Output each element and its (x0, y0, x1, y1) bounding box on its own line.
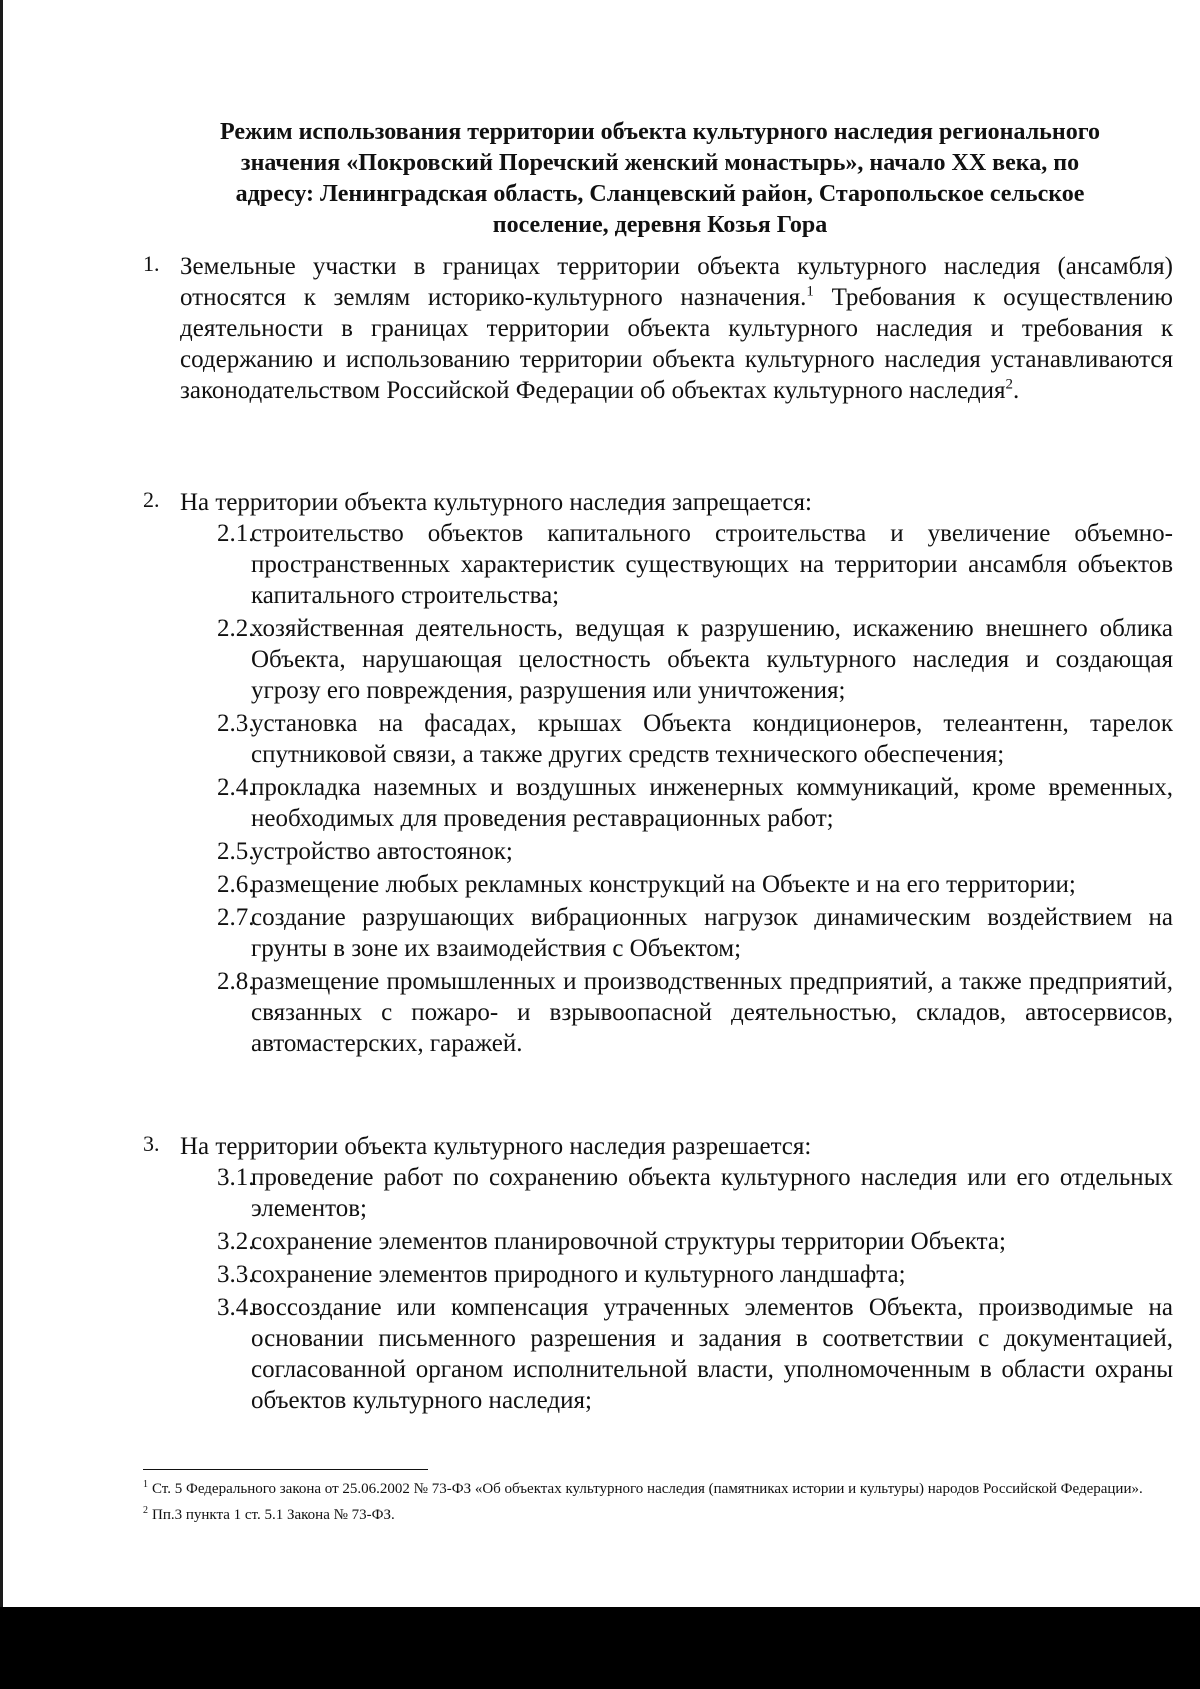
item-number: 1. (143, 251, 160, 276)
sub-item-number: 3.2. (217, 1228, 255, 1255)
sub-item-number: 2.8. (217, 968, 255, 995)
item-heading: На территории объекта культурного наследия запрещается: (180, 489, 812, 516)
sub-item-number: 2.7. (217, 904, 255, 931)
sub-item-text: установка на фасадах, крышах Объекта кондиционеров, телеантенн, тарелок спутниковой связи, а также других средств технического обеспечения; (251, 710, 1173, 768)
sub-item-number: 3.4. (217, 1294, 255, 1321)
footnote-marker: 1 (143, 1479, 148, 1490)
sub-item-text: воссоздание или компенсация утраченных элементов Объекта, производимые на основании письменного разрешения и задания в соответствии с документацией, согласованной органом исполнительной власти, уполномоченным в области охраны объектов культурного наследия; (251, 1294, 1173, 1414)
item-text-part: Земельные участки в границах территории объекта культурного наследия (ансамбля) относятся к землям историко-культурного назначения. (180, 253, 1173, 311)
sub-item-text: проведение работ по сохранению объекта культурного наследия или его отдельных элементов; (251, 1164, 1173, 1222)
sub-item-number: 2.4. (217, 774, 255, 801)
sub-item-text: создание разрушающих вибрационных нагрузок динамическим воздействием на грунты в зоне их взаимодействия с Объектом; (251, 904, 1173, 962)
list-item-3 (143, 1131, 1173, 1418)
sub-item-text: строительство объектов капитального строительства и увеличение объемно-пространственных характеристик существующих на территории ансамбля объектов капитального строительства; (251, 520, 1173, 609)
footnote-ref-2: 2 (1005, 376, 1013, 393)
sub-item (217, 836, 1173, 867)
sub-item-number: 3.1. (217, 1164, 255, 1191)
sub-item-number: 3.3. (217, 1261, 255, 1288)
sub-item-text: размещение любых рекламных конструкций на Объекте и на его территории; (251, 871, 1076, 898)
sub-item-text: хозяйственная деятельность, ведущая к разрушению, искажению внешнего облика Объекта, нарушающая целостность объекта культурного наследия и создающая угрозу его повреждения, разрушения или уничтожения; (251, 615, 1173, 704)
list-item-2 (143, 487, 1173, 1061)
sub-item-number: 2.6. (217, 871, 255, 898)
footnote-marker: 2 (143, 1505, 148, 1516)
sub-item (217, 708, 1173, 770)
footnote-separator (143, 1469, 428, 1470)
sub-item-number: 2.1. (217, 520, 255, 547)
scan-left-edge (0, 0, 3, 1607)
title-line: поселение, деревня Козья Гора (492, 212, 828, 238)
item-text-part: . (1012, 377, 1020, 404)
sub-item-number: 2.5. (217, 838, 255, 865)
footnote-text: Ст. 5 Федерального закона от 25.06.2002 № 73-ФЗ «Об объектах культурного наследия (памятниках истории и культуры) народов Российской Федерации». (152, 1481, 1143, 1497)
sub-item-number: 2.3. (217, 710, 255, 737)
title-line: значения «Покровский Поречский женский монастырь», начало XX века, по (240, 150, 1080, 176)
sub-item (217, 1259, 1173, 1290)
sub-item (217, 772, 1173, 834)
item-text-part: Требования к осуществлению деятельности в границах территории объекта культурного наследия и требования к содержанию и использованию территории объекта культурного наследия устанавливаются законодательством Российской Федерации об объектах культурного наследия (180, 284, 1173, 404)
sub-item (217, 1292, 1173, 1416)
sub-item (217, 902, 1173, 964)
sub-item-number: 2.2. (217, 615, 255, 642)
sub-item-text: сохранение элементов природного и культурного ландшафта; (251, 1261, 906, 1288)
sub-item (217, 1162, 1173, 1224)
title-line: адресу: Ленинградская область, Сланцевский район, Старопольское сельское (235, 181, 1085, 207)
footnotes (143, 1479, 1173, 1531)
footnote-ref-1: 1 (806, 283, 814, 300)
footnote-1 (143, 1479, 1173, 1500)
title-line: Режим использования территории объекта культурного наследия регионального (220, 119, 1100, 145)
sub-item (217, 869, 1173, 900)
page-title (150, 117, 1170, 241)
sub-item-text: сохранение элементов планировочной структуры территории Объекта; (251, 1228, 1006, 1255)
item-text (180, 251, 1173, 406)
sub-item (217, 1226, 1173, 1257)
item-number: 3. (143, 1131, 160, 1156)
scan-bottom-band (0, 1607, 1200, 1689)
footnote-2 (143, 1505, 1173, 1526)
item-heading: На территории объекта культурного наследия разрешается: (180, 1133, 812, 1160)
sub-item-text: устройство автостоянок; (251, 838, 513, 865)
sub-item-text: прокладка наземных и воздушных инженерных коммуникаций, кроме временных, необходимых для проведения реставрационных работ; (251, 774, 1173, 832)
sub-item (217, 613, 1173, 706)
item-number: 2. (143, 487, 160, 512)
footnote-text: Пп.3 пункта 1 ст. 5.1 Закона № 73-ФЗ. (152, 1507, 395, 1523)
sub-item-text: размещение промышленных и производственных предприятий, а также предприятий, связанных с пожаро- и взрывоопасной деятельностью, складов, автосервисов, автомастерских, гаражей. (251, 968, 1173, 1057)
sub-item (217, 966, 1173, 1059)
sub-item (217, 518, 1173, 611)
list-item-1 (143, 251, 1173, 406)
